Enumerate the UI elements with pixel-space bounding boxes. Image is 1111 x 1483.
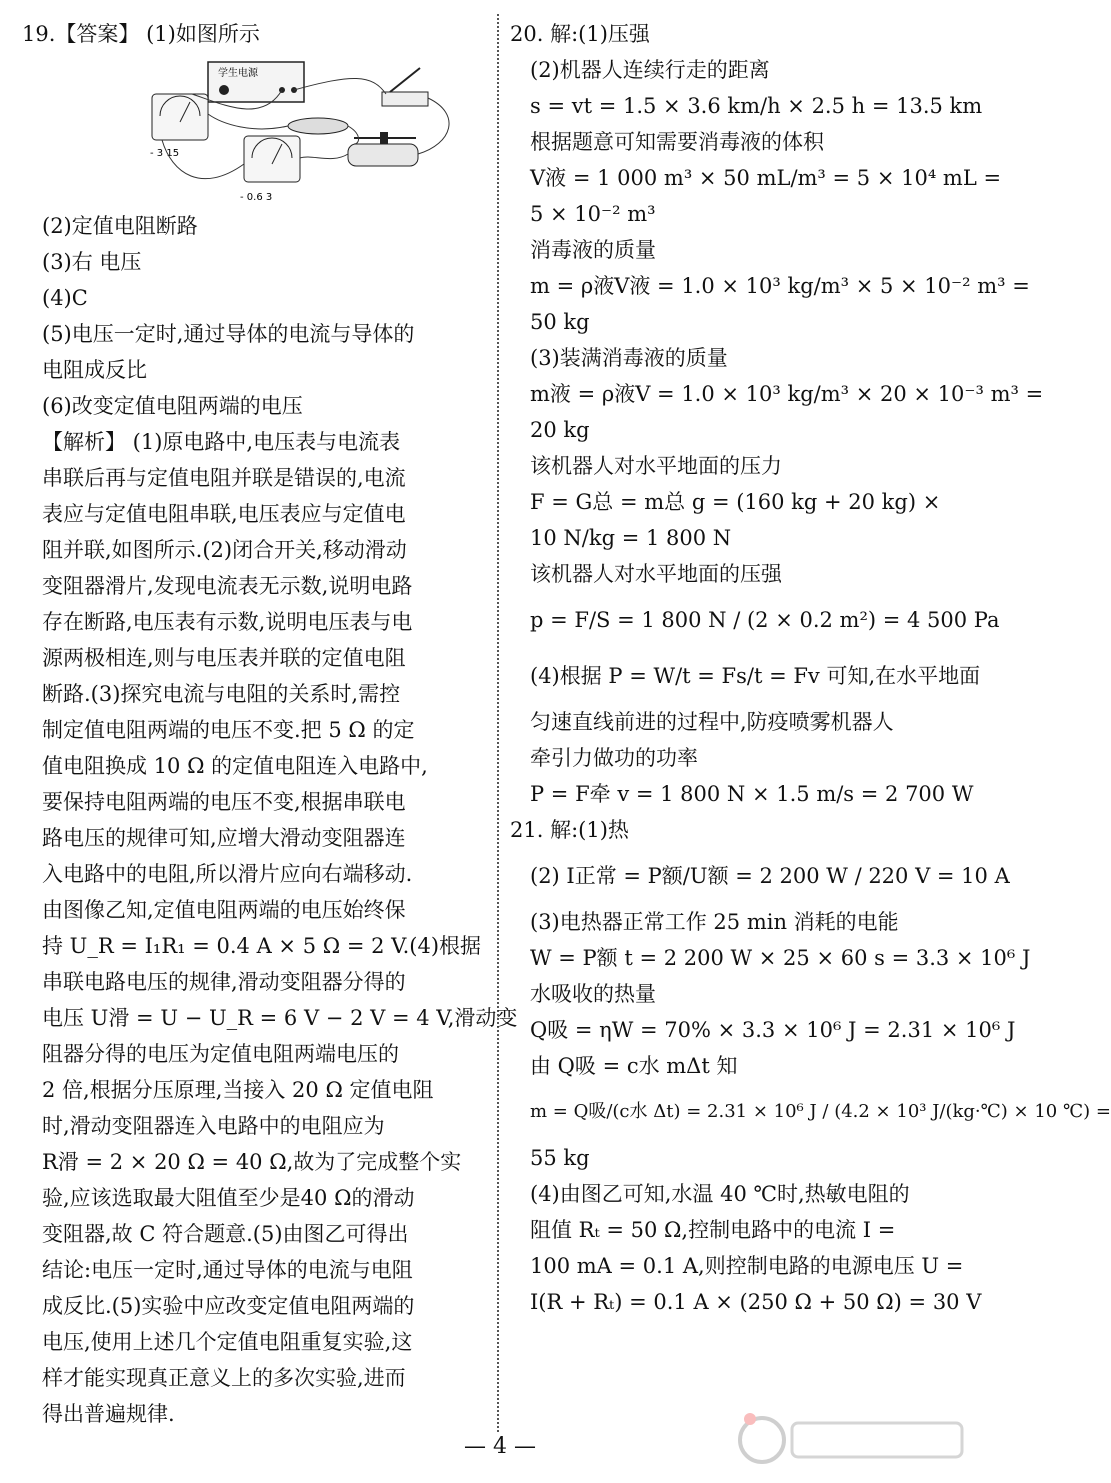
q20-line: m液 = ρ液V = 1.0 × 10³ kg/m³ × 20 × 10⁻³ m³ = [530,382,1044,406]
analysis-line: 值电阻换成 10 Ω 的定值电阻连入电路中, [42,754,428,778]
analysis-line: 路电压的规律可知,应增大滑动变阻器连 [42,826,406,850]
analysis-block [22,424,518,1432]
analysis-line: 串联后再与定值电阻并联是错误的,电流 [42,466,406,490]
analysis-line: 得出普遍规律. [42,1402,175,1426]
analysis-line: 要保持电阻两端的电压不变,根据串联电 [42,790,406,814]
page-number: — 4 — [464,1434,536,1459]
analysis-line: 源两极相连,则与电压表并联的定值电阻 [42,646,406,670]
analysis-line: 时,滑动变阻器连入电路中的电阻应为 [42,1114,385,1138]
analysis-line: 存在断路,电压表有示数,说明电压表与电 [42,610,413,634]
answer-5-cont: 电阻成反比 [42,358,147,382]
analysis-line: 电压,使用上述几个定值电阻重复实验,这 [42,1330,413,1354]
q21-line: 阻值 Rₜ = 50 Ω,控制电路中的电流 I = [530,1218,896,1242]
answer-4: (4)C [42,286,88,310]
q20-pressure-formula: p = F/S = 1 800 N / (2 × 0.2 m²) = 4 500 Pa [530,608,1000,632]
analysis-line: 成反比.(5)实验中应改变定值电阻两端的 [42,1294,415,1318]
analysis-line: R滑 = 2 × 20 Ω = 40 Ω,故为了完成整个实 [42,1150,462,1174]
q21-line: W = P额 t = 2 200 W × 25 × 60 s = 3.3 × 10⁶ J [530,946,1031,970]
q21-solution [510,812,1111,1320]
analysis-line: 【解析】 (1)原电路中,电压表与电流表 [42,430,401,454]
q20-line: F = G总 = m总 g = (160 kg + 20 kg) × [530,490,941,514]
q20-line: (2)机器人连续行走的距离 [530,58,770,82]
analysis-line: 持 U_R = I₁R₁ = 0.4 A × 5 Ω = 2 V.(4)根据 [42,934,482,958]
q20-line: 牵引力做功的功率 [530,746,698,770]
answer-2: (2)定值电阻断路 [42,214,198,238]
q20-line: s = vt = 1.5 × 3.6 km/h × 2.5 h = 13.5 km [530,94,983,118]
q21-line: (3)电热器正常工作 25 min 消耗的电能 [530,910,899,934]
q20-line: (3)装满消毒液的质量 [530,346,728,370]
analysis-line: 变阻器滑片,发现电流表无示数,说明电路 [42,574,413,598]
analysis-line: 变阻器,故 C 符合题意.(5)由图乙可得出 [42,1222,409,1246]
analysis-line: 验,应该选取最大阻值至少是40 Ω的滑动 [42,1186,415,1210]
power-knob [219,85,229,95]
q21-line: Q吸 = ηW = 70% × 3.3 × 10⁶ J = 2.31 × 10⁶ J [530,1018,1016,1042]
q20-line: 20 kg [530,418,590,442]
analysis-line: 由图像乙知,定值电阻两端的电压始终保 [42,898,406,922]
analysis-line: 阻并联,如图所示.(2)闭合开关,移动滑动 [42,538,407,562]
analysis-line: 阻器分得的电压为定值电阻两端电压的 [42,1042,399,1066]
q21-line: 100 mA = 0.1 A,则控制电路的电源电压 U = [530,1254,964,1278]
answer-3: (3)右 电压 [42,250,142,274]
column-divider [497,14,499,1432]
q20-line: 50 kg [530,310,590,334]
q21-line: 由 Q吸 = c水 mΔt 知 [530,1054,738,1078]
q20-line: m = ρ液V液 = 1.0 × 10³ kg/m³ × 5 × 10⁻² m³ = [530,274,1030,298]
ammeter-scale: - 0.6 3 [240,192,273,203]
q21-current-formula: (2) I正常 = P额/U额 = 2 200 W / 220 V = 10 A [530,864,1010,888]
q20-line: 消毒液的质量 [530,238,656,262]
power-supply-label: 学生电源 [218,68,258,79]
analysis-line: 结论:电压一定时,通过导体的电流与电阻 [42,1258,413,1282]
analysis-line: 断路.(3)探究电流与电阻的关系时,需控 [42,682,401,706]
answer-5: (5)电压一定时,通过导体的电流与导体的 [42,322,415,346]
right-column [510,16,1111,1320]
q20-line: 匀速直线前进的过程中,防疫喷雾机器人 [530,710,894,734]
q19-header: 19.【答案】 (1)如图所示 [22,22,260,46]
q20-line: 5 × 10⁻² m³ [530,202,656,226]
analysis-line: 表应与定值电阻串联,电压表应与定值电 [42,502,406,526]
watermark-logo [732,1405,982,1475]
answer-6: (6)改变定值电阻两端的电压 [42,394,303,418]
voltmeter-scale: - 3 15 [150,148,180,159]
q20-solution [510,16,1044,812]
analysis-line: 样才能实现真正意义上的多次实验,进而 [42,1366,406,1390]
ammeter [244,136,300,182]
q20-line: V液 = 1 000 m³ × 50 mL/m³ = 5 × 10⁴ mL = [530,166,1002,190]
q21-line: I(R + Rₜ) = 0.1 A × (250 Ω + 50 Ω) = 30 V [530,1290,982,1314]
resistor [288,118,348,134]
analysis-line: 入电路中的电阻,所以滑片应向右端移动. [42,862,413,886]
q20-line: 该机器人对水平地面的压力 [530,454,782,478]
switch [382,92,428,106]
circuit-diagram [132,54,492,204]
analysis-line: 制定值电阻两端的电压不变.把 5 Ω 的定 [42,718,415,742]
analysis-line: 串联电路电压的规律,滑动变阻器分得的 [42,970,406,994]
q20-line: P = F牵 v = 1 800 N × 1.5 m/s = 2 700 W [530,782,974,806]
q21-header: 21. 解:(1)热 [510,818,629,842]
q21-line: (4)由图乙可知,水温 40 ℃时,热敏电阻的 [530,1182,910,1206]
q20-power-formula: (4)根据 P = W/t = Fs/t = Fv 可知,在水平地面 [530,664,981,688]
q20-header: 20. 解:(1)压强 [510,22,650,46]
analysis-line: 2 倍,根据分压原理,当接入 20 Ω 定值电阻 [42,1078,434,1102]
left-column [22,16,518,1432]
analysis-line: 电压 U滑 = U − U_R = 6 V − 2 V = 4 V,滑动变 [42,1006,518,1030]
q20-line: 该机器人对水平地面的压强 [530,562,782,586]
q20-line: 10 N/kg = 1 800 N [530,526,732,550]
q21-line: 水吸收的热量 [530,982,656,1006]
q20-line: 根据题意可知需要消毒液的体积 [530,130,824,154]
q21-mass-formula: m = Q吸/(c水 Δt) = 2.31 × 10⁶ J / (4.2 × 10³ J/(kg·℃) × 10 ℃) = [530,1101,1111,1122]
voltmeter [152,94,208,140]
q21-line: 55 kg [530,1146,590,1170]
rheostat [348,144,418,166]
